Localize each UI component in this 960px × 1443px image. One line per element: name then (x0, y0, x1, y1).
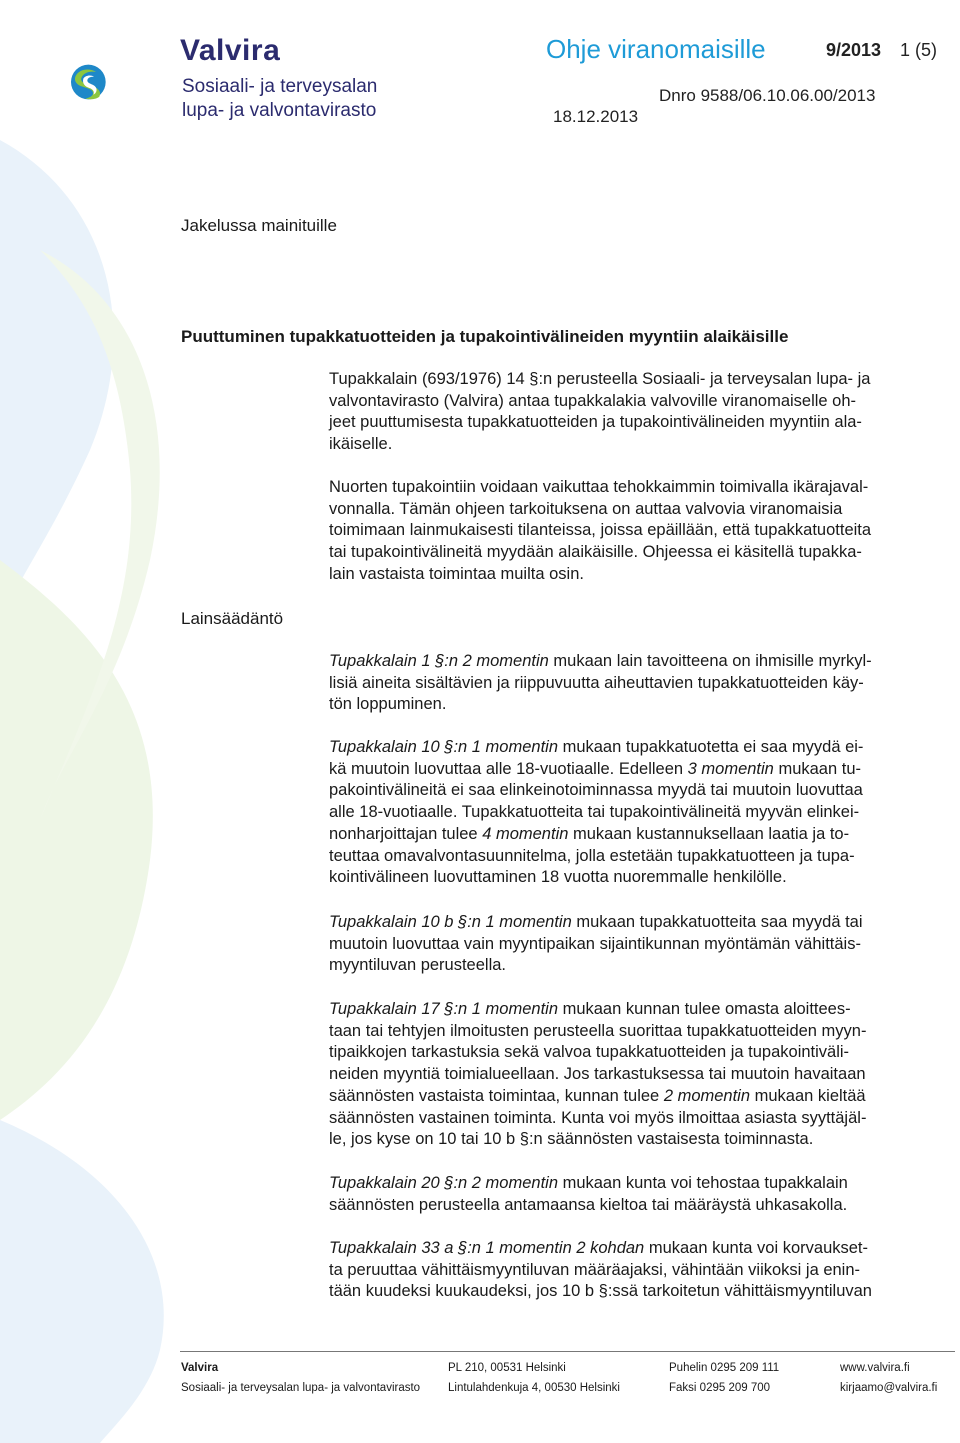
law-paragraph-5 (329, 1173, 954, 1216)
footer-fax: Faksi 0295 209 700 (669, 1382, 771, 1394)
law-reference: Tupakkalain 20 §:n 2 momentin (329, 1174, 558, 1192)
footer-email-link[interactable]: kirjaamo@valvira.fi (840, 1382, 938, 1394)
text-run: tipaikkojen tarkastuksia sekä valvoa tupakkatuotteiden ja tupakointiväli- (329, 1043, 850, 1062)
text-line (329, 499, 954, 521)
text-run: säännösten vastaista toimintaa, kunnan tulee (329, 1086, 664, 1105)
text-run: pakointivälineitä ei saa elinkeinotoiminnassa myydä tai muutoin luovuttaa (329, 781, 863, 800)
text-run: muutoin luovuttaa vain myyntipaikan sijaintikunnan myöntämän vähittäis- (329, 934, 861, 953)
footer-street-address: Lintulahdenkuja 4, 00530 Helsinki (448, 1382, 620, 1394)
text-line (329, 846, 954, 868)
text-line (329, 1195, 954, 1217)
text-run: vonnalla. Tämän ohjeen tarkoituksena on auttaa valvovia viranomaisia (329, 499, 843, 518)
recipients-line: Jakelussa mainituille (181, 216, 337, 235)
text-line (329, 802, 954, 824)
law-reference: 2 momentin (663, 1086, 751, 1105)
footer-org-full-name: Sosiaali- ja terveysalan lupa- ja valvontavirasto (181, 1382, 421, 1394)
text-run: lisiä aineita sisältävien ja riippuvuutta aiheuttavien tupakkatuotteiden käy- (329, 673, 864, 692)
text-run: nonharjoittajan tulee (329, 824, 483, 843)
text-run: mukaan kunta voi korvaukset- (644, 1239, 869, 1257)
page-counter: 1 (5) (900, 40, 938, 60)
footer-postal-address: PL 210, 00531 Helsinki (448, 1362, 566, 1374)
footer-org-name: Valvira (181, 1362, 219, 1374)
text-line (329, 1064, 954, 1086)
text-run: mukaan lain tavoitteena on ihmisille myrkyl- (548, 652, 872, 670)
text-run: säännösten perusteella antamaansa kieltoa tai määräystä uhkasakolla. (329, 1195, 848, 1214)
text-line (329, 694, 954, 716)
text-run: tään kuudeksi kuukaudeksi, jos 10 b §:ssä tarkoitetun vähittäismyyntiluvan (329, 1282, 872, 1301)
text-run: mukaan kustannuksellaan laatia ja to- (568, 824, 850, 843)
text-line (329, 1042, 954, 1064)
text-run: Tupakkalain (693/1976) 14 §:n perusteella Sosiaali- ja terveysalan lupa- ja (329, 370, 871, 388)
text-run: säännösten vastainen toiminta. Kunta voi myös ilmoittaa asiasta syyttäjäl- (329, 1108, 867, 1127)
purpose-paragraph (329, 477, 954, 586)
text-line (329, 1260, 954, 1282)
law-reference: Tupakkalain 1 §:n 2 momentin (329, 652, 549, 670)
text-line (329, 369, 954, 391)
text-line (329, 780, 954, 802)
text-run: kointivälineen luovuttaminen 18 vuotta nuoremmalle henkilölle. (329, 868, 787, 887)
wave-blue-lower (0, 1120, 164, 1443)
valvira-logo-icon (70, 22, 180, 142)
brand-name: Valvira (180, 34, 281, 67)
text-run: myyntiluvan perusteella. (329, 956, 507, 975)
text-run: Nuorten tupakointiin voidaan vaikuttaa tehokkaimmin toimivalla ikärajaval- (329, 478, 869, 496)
law-reference: Tupakkalain 33 a §:n 1 momentin 2 kohdan (329, 1239, 645, 1257)
text-run: lain vastaista toimintaa muilta osin. (329, 564, 584, 583)
footer-organization (181, 1358, 420, 1398)
section-heading-legislation: Lainsäädäntö (181, 609, 284, 628)
text-run: mukaan kunnan tulee omasta aloittees- (558, 1000, 851, 1018)
text-run: jeet puuttumisesta tupakkatuotteiden ja tupakointivälineiden myyntiin ala- (329, 413, 862, 432)
text-run: toimimaan lainmukaisesti tilanteissa, joissa epäillään, että tupakkatuotteita (329, 521, 872, 540)
document-number: 9/2013 (826, 40, 882, 60)
footer-website-link[interactable]: www.valvira.fi (840, 1362, 910, 1374)
wave-green (0, 560, 153, 1120)
text-line (329, 1086, 954, 1108)
text-run: le, jos kyse on 10 tai 10 b §:n säännösten vastaisesta toiminnasta. (329, 1130, 814, 1149)
text-run: mukaan tupakkatuotteita saa myydä tai (571, 913, 863, 931)
text-line (329, 824, 954, 846)
text-run: tai tupakointivälineitä myydään alaikäisille. Ohjeessa ei käsitellä tupakka- (329, 543, 862, 562)
text-line (329, 434, 954, 456)
text-run: kä muutoin luovuttaa alle 18-vuotiaalle. Edelleen (329, 759, 688, 778)
text-run: alle 18-vuotiaalle. Tupakkatuotteita tai tupakointivälineitä myyvän elinkei- (329, 803, 860, 822)
law-reference: Tupakkalain 10 §:n 1 momentin (329, 738, 558, 756)
text-line (329, 1173, 954, 1195)
law-reference: Tupakkalain 17 §:n 1 momentin (329, 1000, 558, 1018)
text-line (329, 673, 954, 695)
text-run: taan tai tehtyjen ilmoitusten perusteella suorittaa tupakkatuotteiden myyn- (329, 1021, 867, 1040)
text-line (329, 651, 954, 673)
text-run: tön loppuminen. (329, 695, 447, 714)
text-line (329, 520, 954, 542)
text-line (329, 1238, 954, 1260)
footer-contact (840, 1358, 937, 1398)
law-paragraph-6 (329, 1238, 954, 1303)
document-date: 18.12.2013 (553, 107, 639, 126)
text-run: ikäiselle. (329, 435, 393, 454)
law-paragraph-3 (329, 912, 954, 977)
text-run: mukaan tupakkatuotetta ei saa myydä ei- (558, 738, 864, 756)
law-paragraph-2 (329, 737, 954, 889)
agency-name-line2: lupa- ja valvontavirasto (182, 100, 377, 121)
footer-divider (180, 1351, 955, 1352)
text-line (329, 1129, 954, 1151)
law-paragraph-1 (329, 651, 954, 716)
text-line (329, 867, 954, 889)
text-line (329, 391, 954, 413)
law-reference: 4 momentin (482, 824, 569, 843)
footer-address (448, 1358, 620, 1398)
text-line (329, 1108, 954, 1130)
text-line (329, 477, 954, 499)
text-line (329, 1281, 954, 1303)
text-line (329, 999, 954, 1021)
text-run: teuttaa omavalvontasuunnitelma, jolla estetään tupakkatuotteen ja tupa- (329, 846, 855, 865)
text-run: mukaan kieltää (750, 1086, 866, 1105)
text-run: mukaan tu- (773, 759, 861, 778)
text-run: ta peruuttaa vähittäismyyntiluvan määräajaksi, vähintään viikoksi ja enin- (329, 1260, 861, 1279)
wave-blue (0, 140, 113, 640)
law-paragraph-4 (329, 999, 954, 1151)
text-line (329, 564, 954, 586)
text-line (329, 759, 954, 781)
text-line (329, 955, 954, 977)
text-line (329, 934, 954, 956)
text-run: valvontavirasto (Valvira) antaa tupakkalakia valvoville viranomaiselle oh- (329, 391, 857, 410)
intro-paragraph (329, 369, 954, 456)
document-subject: Puuttuminen tupakkatuotteiden ja tupakointivälineiden myyntiin alaikäisille (181, 327, 789, 346)
text-line (329, 737, 954, 759)
text-line (329, 1021, 954, 1043)
footer-telephone: Puhelin 0295 209 111 (669, 1362, 780, 1374)
law-reference: 3 momentin (687, 759, 774, 778)
text-run: neiden myyntiä toimialueellaan. Jos tarkastuksessa tai muutoin havaitaan (329, 1065, 866, 1084)
text-line (329, 542, 954, 564)
law-reference: Tupakkalain 10 b §:n 1 momentin (329, 913, 572, 931)
text-run: mukaan kunta voi tehostaa tupakkalain (558, 1174, 848, 1192)
footer-phone (669, 1358, 779, 1398)
document-type-title: Ohje viranomaisille (546, 34, 766, 64)
diary-number: Dnro 9588/06.10.06.00/2013 (659, 86, 876, 105)
text-line (329, 412, 954, 434)
text-line (329, 912, 954, 934)
agency-name-line1: Sosiaali- ja terveysalan (182, 76, 378, 97)
